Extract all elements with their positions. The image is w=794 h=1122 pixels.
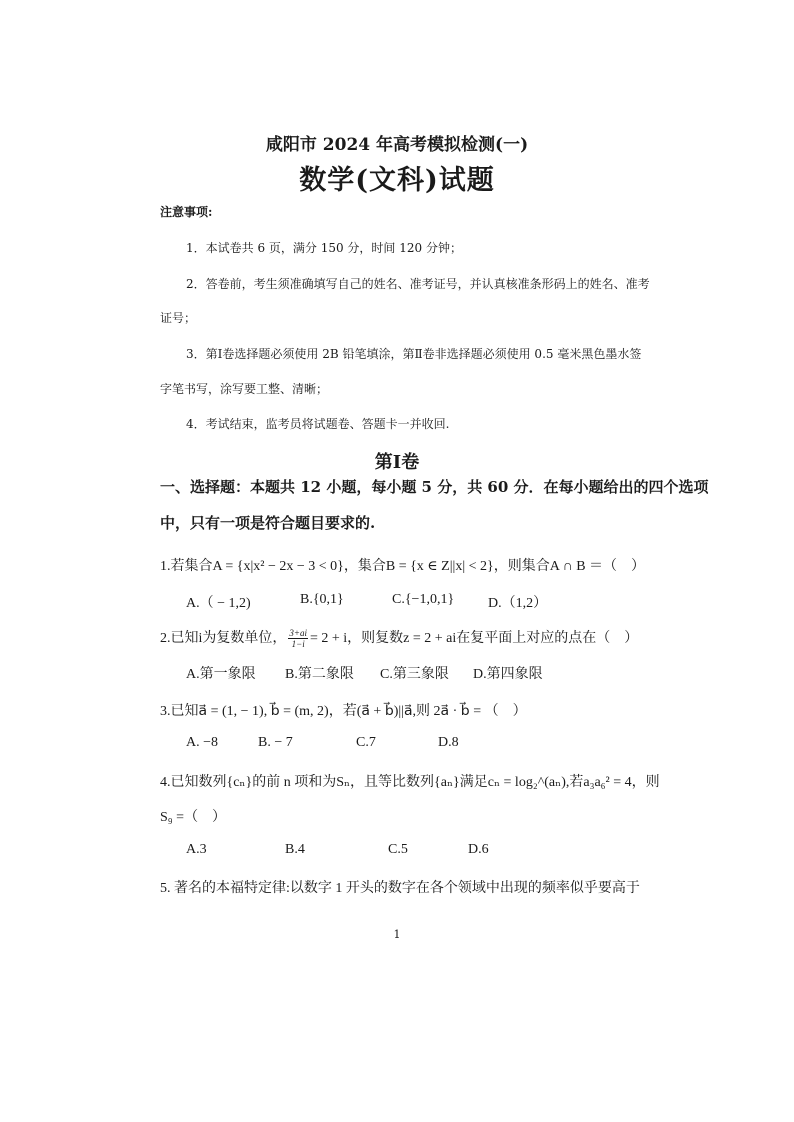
question-2-option-b: B.第二象限 — [285, 667, 354, 682]
exam-title: 数学(文科)试题 — [299, 165, 495, 196]
question-1-option-b: B.{0,1} — [300, 592, 344, 607]
question-3-option-a: A. −8 — [186, 735, 219, 750]
exam-header-line1: 咸阳市 2024 年高考模拟检测(一) — [265, 135, 529, 155]
part1-instructions-a: 一、选择题：本题共 12 小题，每小题 5 分，共 60 分．在每小题给出的四个选项 — [160, 478, 709, 496]
question-2-stem — [160, 627, 638, 649]
question-4-stem-b: S₉ =（ ） — [160, 810, 227, 825]
question-4-option-b: B.4 — [285, 842, 305, 857]
question-1-option-c: C.{−1,0,1} — [392, 592, 455, 607]
notice-heading: 注意事项: — [160, 205, 213, 219]
question-5-stem: 5. 著名的本福特定律:以数字 1 开头的数字在各个领域中出现的频率似乎要高于 — [160, 881, 640, 896]
question-4-stem-a: 4.已知数列{cₙ}的前 n 项和为Sₙ，且等比数列{aₙ}满足cₙ = log₂^(aₙ),若a₃a₆² = 4，则 — [160, 775, 660, 790]
notice-item-2a: 2．答卷前，考生须准确填写自己的姓名、准考证号，并认真核准条形码上的姓名、准考 — [186, 277, 650, 291]
question-3-option-d: D.8 — [438, 735, 459, 750]
question-2-stem-post: = 2 + i，则复数z = 2 + ai在复平面上对应的点在（ ） — [309, 631, 639, 646]
question-3-option-b: B. − 7 — [258, 735, 293, 750]
question-1-option-a: A.（ − 1,2) — [186, 596, 251, 611]
page-number: 1 — [393, 928, 401, 941]
question-3-stem: 3.已知a⃗ = (1, − 1), b⃗ = (m, 2)，若(a⃗ + b⃗)||a⃗,则 2a⃗ · b⃗ = （ ） — [160, 704, 527, 719]
question-2-stem-pre: 2.已知i为复数单位， — [160, 631, 287, 646]
question-1-option-d: D.（1,2） — [488, 596, 548, 611]
notice-item-2b: 证号； — [160, 311, 197, 325]
notice-item-4: 4．考试结束，监考员将试题卷、答题卡一并收回. — [186, 417, 450, 431]
notice-item-1: 1．本试卷共 6 页，满分 150 分，时间 120 分钟； — [186, 241, 462, 255]
question-2-fraction-numerator: 3+ai — [289, 628, 307, 639]
question-3-option-c: C.7 — [356, 735, 376, 750]
question-2-option-c: C.第三象限 — [380, 667, 449, 682]
question-4-option-d: D.6 — [468, 842, 489, 857]
notice-item-3a: 3．第Ⅰ卷选择题必须使用 2B 铅笔填涂，第Ⅱ卷非选择题必须使用 0.5 毫米黑色墨水签 — [186, 347, 642, 361]
notice-item-3b: 字笔书写，涂写要工整、清晰； — [160, 382, 329, 396]
question-2-fraction-denominator: 1−i — [291, 639, 305, 650]
question-2-option-a: A.第一象限 — [186, 667, 256, 682]
part1-instructions-b: 中，只有一项是符合题目要求的. — [160, 514, 376, 532]
question-2-fraction — [288, 628, 308, 649]
question-2-option-d: D.第四象限 — [473, 667, 543, 682]
question-1-stem: 1.若集合A = {x|x² − 2x − 3 < 0}，集合B = {x ∈ Z||x| < 2}，则集合A ∩ B ＝（ ） — [160, 559, 646, 574]
question-4-option-c: C.5 — [388, 842, 408, 857]
section-title: 第Ⅰ卷 — [374, 452, 420, 473]
question-4-option-a: A.3 — [186, 842, 207, 857]
